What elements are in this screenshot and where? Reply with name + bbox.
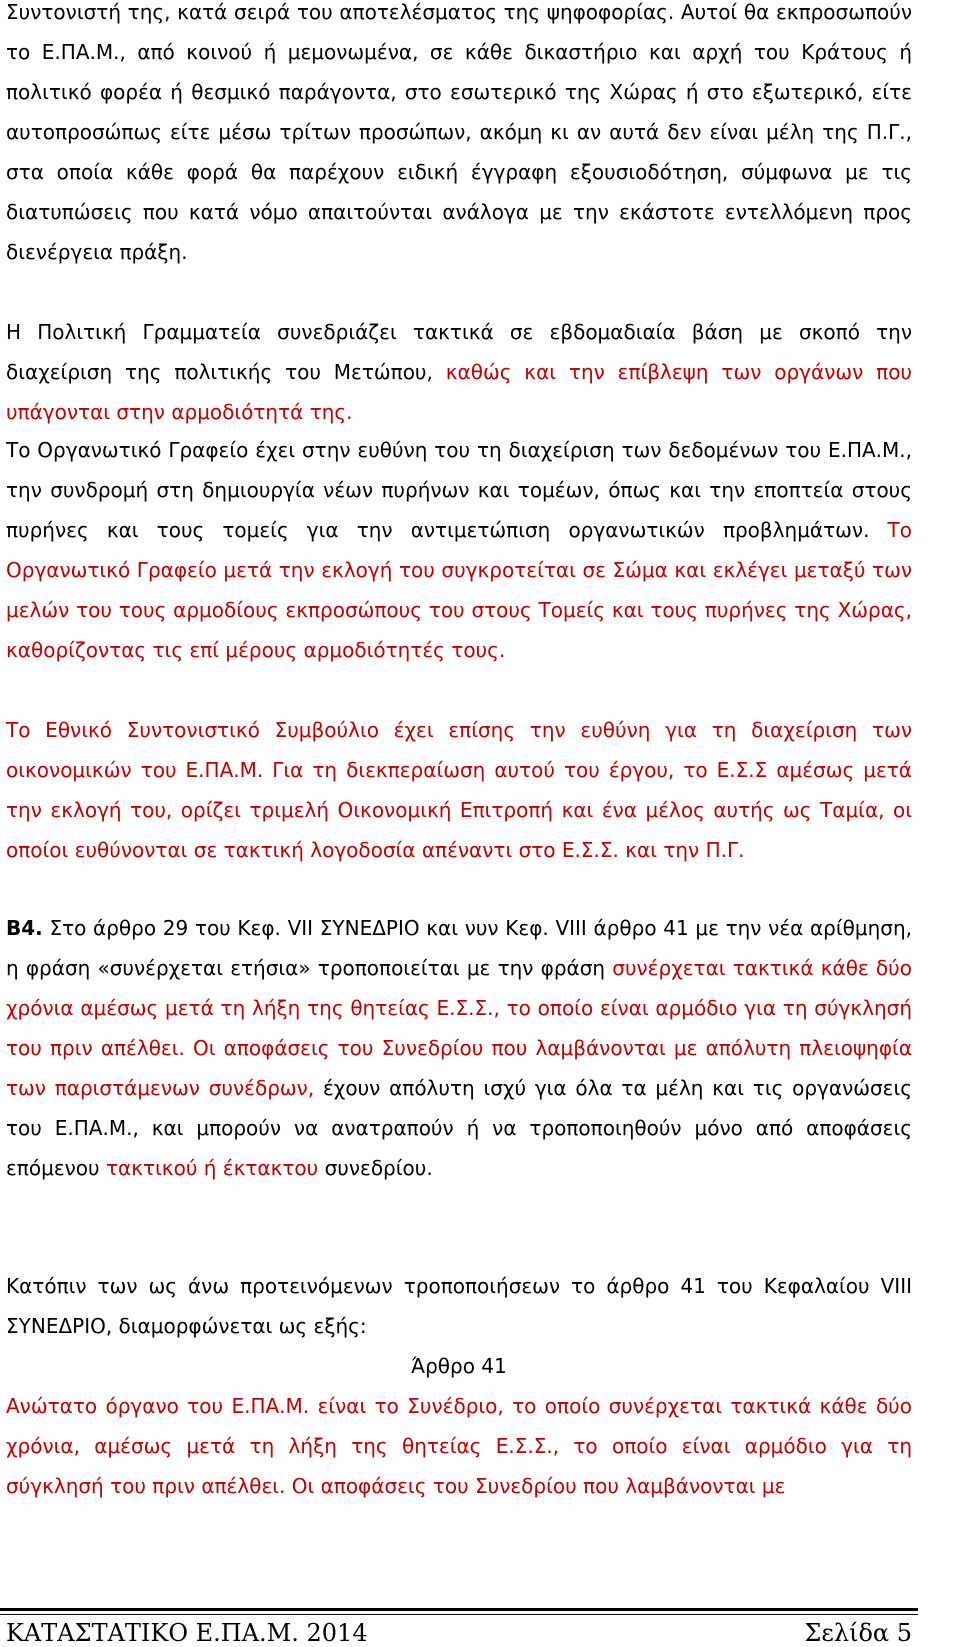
footer-title: ΚΑΤΑΣΤΑΤΙΚΟ Ε.ΠΑ.Μ. 2014 <box>6 1619 368 1647</box>
paragraph-political-secretariat <box>6 312 912 432</box>
paragraph-text: Κατόπιν των ως άνω προτεινόμενων τροποποιήσεων το άρθρο 41 του Κεφαλαίου VIII ΣΥΝΕΔΡΙΟ, διαμορφώνεται ως εξής: <box>6 1274 912 1338</box>
amendment-text: καθώς και την επίβλεψη των οργάνων που υπάγονται στην αρμοδιότητά της. <box>6 360 913 424</box>
paragraph-text: Η Πολιτική Γραμματεία συνεδριάζει τακτικά σε εβδομαδιαία βάση με σκοπό την διαχείριση της πολιτικής του Μετώπου, <box>6 320 912 384</box>
footer-divider <box>0 1608 918 1615</box>
amendment-text: Ανώτατο όργανο του Ε.ΠΑ.Μ. είναι το Συνέδριο, το οποίο συνέρχεται τακτικά κάθε δύο χρόνια, αμέσως μετά τη λήξη της θητείας Ε.Σ.Σ., το οποίο είναι αρμόδιο για τη σύγκλησή του πριν απέλθει. Οι αποφάσεις του Συνεδρίου που λαμβάνονται με <box>6 1394 912 1498</box>
article-heading-text: Άρθρο 41 <box>411 1354 507 1378</box>
paragraph-article-41 <box>6 1386 912 1506</box>
paragraph-text: Το Οργανωτικό Γραφείο έχει στην ευθύνη του τη διαχείριση των δεδομένων του Ε.ΠΑ.Μ., την συνδρομή στη δημιουργία νέων πυρήνων και τομέων, όπως και την εποπτεία στους πυρήνες και τους τομείς για την αντιμετώπιση οργανωτικών προβλημάτων. <box>6 438 912 542</box>
paragraph-representation <box>6 0 912 272</box>
amendment-text: Το Οργανωτικό Γραφείο μετά την εκλογή του συγκροτείται σε Σώμα και εκλέγει μεταξύ των μελών του τους αρμοδίους εκπροσώπους του στους Τομείς και τους πυρήνες της Χώρας, καθορίζοντας τις επί μέρους αρμοδιότητές τους. <box>6 518 912 662</box>
amendment-text: Το Εθνικό Συντονιστικό Συμβούλιο έχει επίσης την ευθύνη για τη διαχείριση των οικονομικών του Ε.ΠΑ.Μ. Για τη διεκπεραίωση αυτού του έργου, το Ε.Σ.Σ αμέσως μετά την εκλογή του, ορίζει τριμελή Οικονομική Επιτροπή και ένα μέλος αυτής ως Ταμία, οι οποίοι ευθύνονται σε τακτική λογοδοσία απέναντι στο Ε.Σ.Σ. και την Π.Γ. <box>6 718 912 862</box>
paragraph-text: Στο άρθρο 29 του Κεφ. VII ΣΥΝΕΔΡΙΟ και νυν Κεφ. VIII άρθρο 41 με την νέα αρίθμηση, η φράση «συνέρχεται ετήσια» τροποποιείται με την φράση <box>6 916 912 980</box>
paragraph-b4 <box>6 908 912 1188</box>
paragraph-organizational-office <box>6 430 912 670</box>
article-heading <box>6 1346 912 1386</box>
amendment-text: τακτικού ή έκτακτου <box>105 1156 319 1180</box>
paragraph-formulation <box>6 1266 912 1346</box>
page-footer <box>6 1620 912 1646</box>
page-number: Σελίδα 5 <box>804 1619 912 1647</box>
paragraph-national-council <box>6 710 912 870</box>
paragraph-text: Συντονιστή της, κατά σειρά του αποτελέσματος της ψηφοφορίας. Αυτοί θα εκπροσωπούν το Ε.ΠΑ.Μ., από κοινού ή μεμονωμένα, σε κάθε δικαστήριο και αρχή του Κράτους ή πολιτικό φορέα ή θεσμικό παράγοντα, στο εσωτερικό της Χώρας ή στο εξωτερικό, είτε αυτοπροσώπως είτε μέσω τρίτων προσώπων, ακόμη κι αν αυτά δεν είναι μέλη της Π.Γ., στα οποία κάθε φορά θα παρέχουν ειδική έγγραφη εξουσιοδότηση, σύμφωνα με τις διατυπώσεις που κατά νόμο απαιτούνται ανάλογα με την εκάστοτε εντελλόμενη προς διενέργεια πράξη. <box>6 0 912 264</box>
paragraph-text: συνεδρίου. <box>318 1156 433 1180</box>
section-label: Β4. <box>6 916 43 940</box>
paragraph-text: έχουν απόλυτη ισχύ για όλα τα μέλη και τις οργανώσεις του Ε.ΠΑ.Μ., και μπορούν να ανατραπούν ή να τροποποιηθούν μόνο από αποφάσεις επόμενου <box>6 1076 912 1180</box>
amendment-text: συνέρχεται τακτικά κάθε δύο χρόνια αμέσως μετά τη λήξη της θητείας Ε.Σ.Σ., το οποίο είναι αρμόδιο για τη σύγκλησή του πριν απέλθει. Οι αποφάσεις του Συνεδρίου που λαμβάνονται με απόλυτη πλειοψηφία των παριστάμενων συνέδρων, <box>6 956 912 1100</box>
